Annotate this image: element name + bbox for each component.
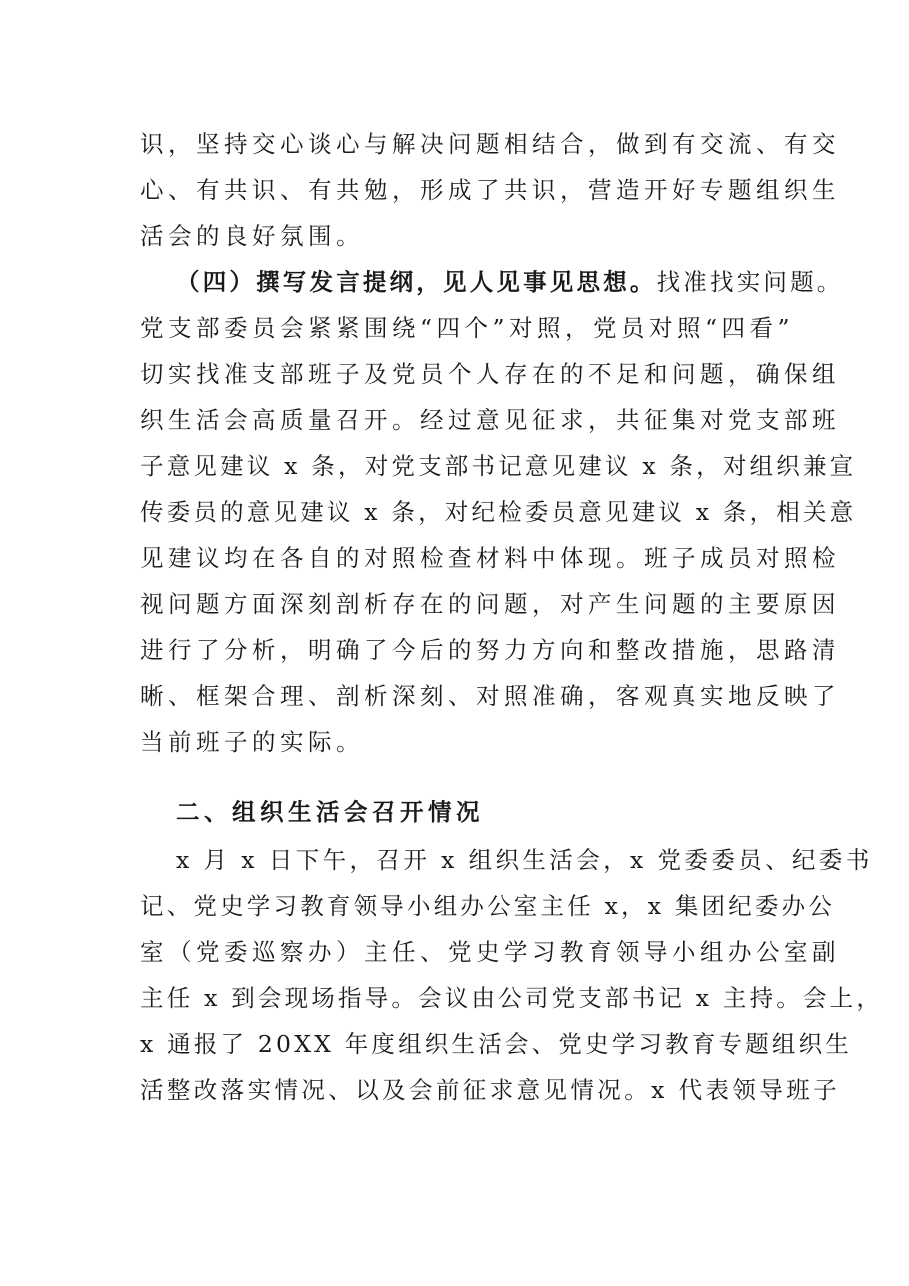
paragraph-line: 视问题方面深刻剖析存在的问题，对产生问题的主要原因 [140,590,840,618]
paragraph-line: 识，坚持交心谈心与解决问题相结合，做到有交流、有交 [140,130,840,158]
heading-four-bold-text: （四）撰写发言提纲，见人见事见思想。 [176,268,657,296]
paragraph-line: 记、党史学习教育领导小组办公室主任 x，x 集团纪委办公 [140,892,836,920]
paragraph-line: 织生活会高质量召开。经过意见征求，共征集对党支部班 [140,406,840,434]
paragraph-line: x 通报了 20XX 年度组织生活会、党史学习教育专题组织生 [140,1030,853,1058]
paragraph-line: 进行了分析，明确了今后的努力方向和整改措施，思路清 [140,636,840,664]
paragraph-line: 当前班子的实际。 [140,728,364,756]
paragraph-line: 晰、框架合理、剖析深刻、对照准确，客观真实地反映了 [140,682,840,710]
paragraph-line: 活会的良好氛围。 [140,222,364,250]
paragraph-line: 见建议均在各自的对照检查材料中体现。班子成员对照检 [140,544,840,572]
paragraph-line: 心、有共识、有共勉，形成了共识，营造开好专题组织生 [140,176,840,204]
paragraph-line: 活整改落实情况、以及会前征求意见情况。x 代表领导班子 [140,1076,841,1104]
section-heading-two: 二、组织生活会召开情况 [176,798,484,826]
paragraph-line: x 月 x 日下午，召开 x 组织生活会，x 党委委员、纪委书 [176,846,873,874]
paragraph-line: 切实找准支部班子及党员个人存在的不足和问题，确保组 [140,360,840,388]
paragraph-line: 室（党委巡察办）主任、党史学习教育领导小组办公室副 [140,938,840,966]
heading-four-normal-text: 找准找实问题。 [656,268,844,296]
paragraph-line: 主任 x 到会现场指导。会议由公司党支部书记 x 主持。会上， [140,984,884,1012]
paragraph-line: 传委员的意见建议 x 条，对纪检委员意见建议 x 条，相关意 [140,498,857,526]
paragraph-line: 子意见建议 x 条，对党支部书记意见建议 x 条，对组织兼宣 [140,452,857,480]
paragraph-line: 党支部委员会紧紧围绕“四个”对照，党员对照“四看” [140,314,795,342]
section-heading-four [176,262,844,302]
